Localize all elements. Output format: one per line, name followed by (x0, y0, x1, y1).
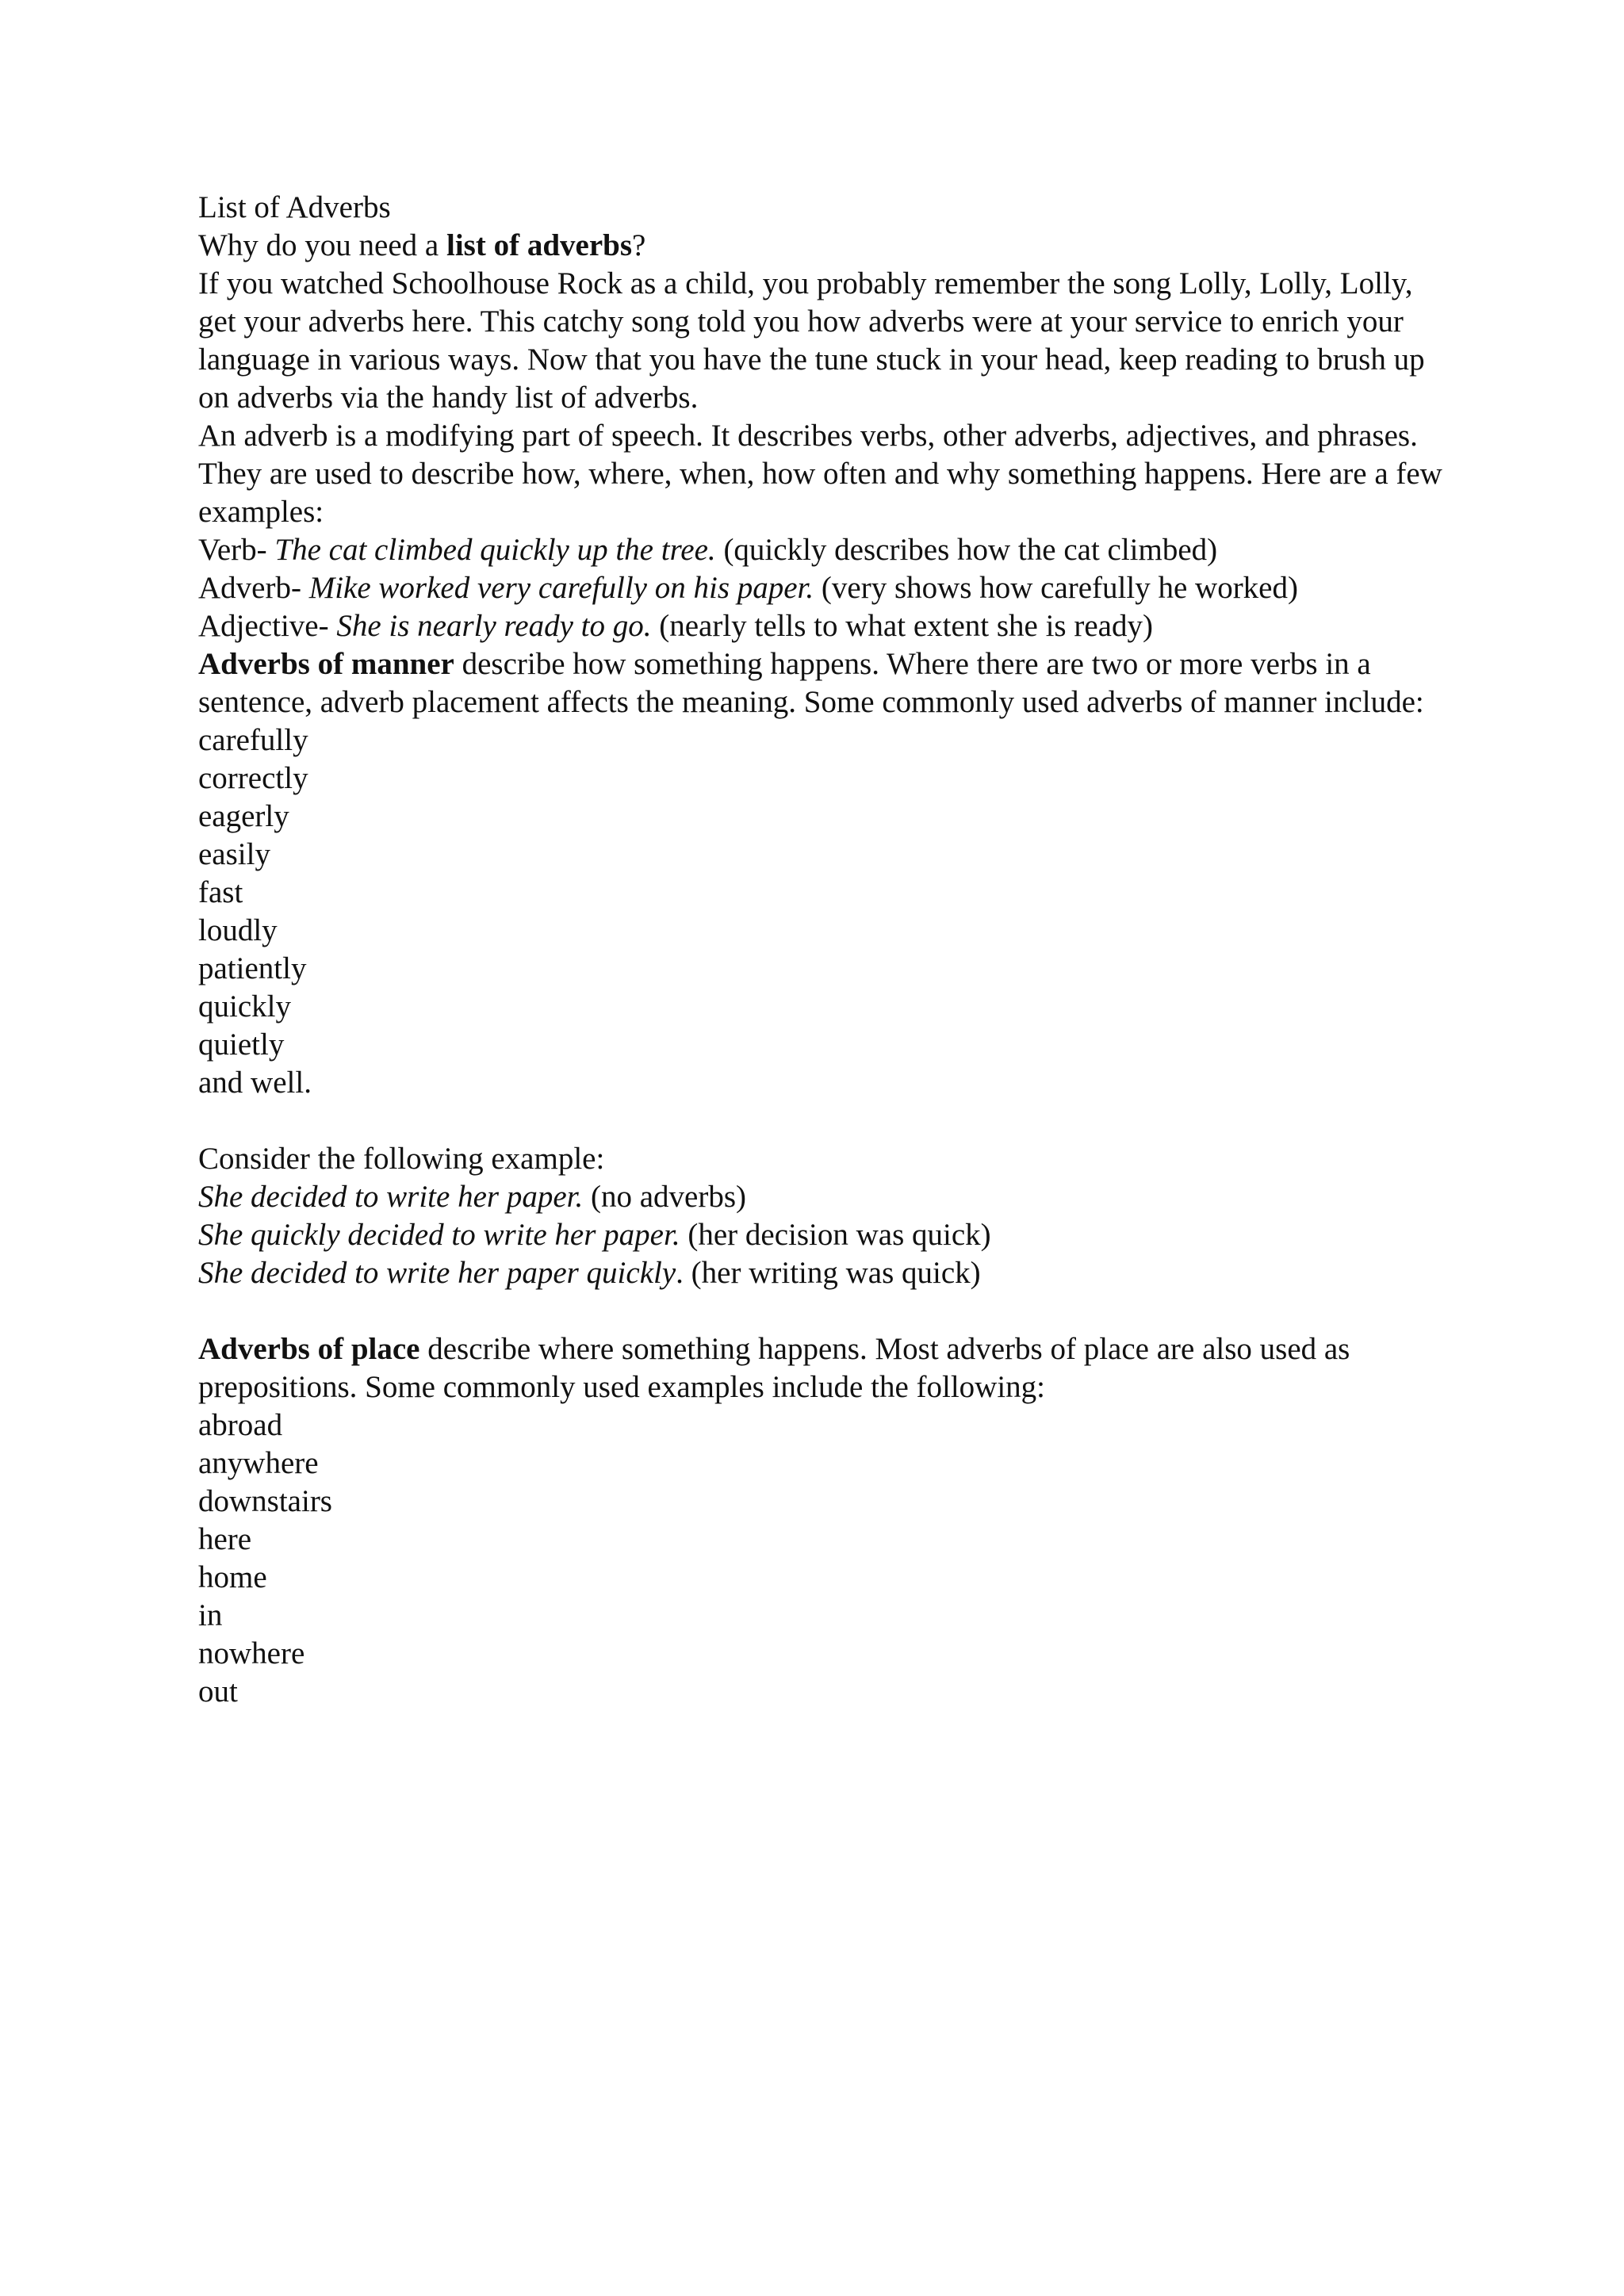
placement-example-note: . (her writing was quick) (676, 1256, 981, 1290)
list-item: quickly (198, 989, 291, 1024)
list-item: eagerly (198, 799, 289, 833)
example-verb-label: Verb- (198, 533, 275, 567)
example-adjective-sentence: She is nearly ready to go. (336, 609, 652, 643)
placement-example (198, 1216, 1451, 1254)
placement-example-sentence: She quickly decided to write her paper. (198, 1218, 680, 1252)
placement-examples (198, 1178, 1451, 1292)
list-item: anywhere (198, 1446, 319, 1480)
list-item: correctly (198, 761, 308, 795)
list-item: and well. (198, 1066, 312, 1100)
document-page (198, 189, 1451, 1749)
document-title: List of Adverbs (198, 190, 391, 224)
example-adverb-sentence: Mike worked very carefully on his paper. (308, 571, 814, 605)
manner-word-list (198, 721, 1451, 1102)
list-item: fast (198, 875, 243, 909)
list-item: in (198, 1598, 223, 1632)
place-word-list (198, 1406, 1451, 1711)
list-item: easily (198, 837, 270, 871)
placement-example-note: (no adverbs) (583, 1180, 746, 1214)
placement-example-sentence: She decided to write her paper. (198, 1180, 584, 1214)
example-adverb (198, 569, 1451, 607)
why-question-bold: list of adverbs (446, 228, 632, 262)
definition-paragraph: An adverb is a modifying part of speech. It describes verbs, other adverbs, adjectives, and phrases. They are used to describe how, where, when, how often and why something happens. Here are a few examples: (198, 419, 1442, 529)
placement-example-note: (her decision was quick) (680, 1218, 991, 1252)
placement-example (198, 1178, 1451, 1216)
list-item: here (198, 1522, 252, 1556)
why-question-pre: Why do you need a (198, 228, 446, 262)
placement-example (198, 1254, 1451, 1292)
place-paragraph (198, 1330, 1451, 1406)
example-verb-sentence: The cat climbed quickly up the tree. (274, 533, 716, 567)
example-adjective-note: (nearly tells to what extent she is ready) (651, 609, 1153, 643)
manner-text: describe how something happens. Where there are two or more verbs in a sentence, adverb placement affects the meaning. Some commonly used adverbs of manner include: (198, 647, 1424, 719)
example-adverb-note: (very shows how carefully he worked) (814, 571, 1298, 605)
example-verb-note: (quickly describes how the cat climbed) (715, 533, 1218, 567)
example-adjective (198, 607, 1451, 645)
place-heading: Adverbs of place (198, 1332, 420, 1366)
place-text: describe where something happens. Most adverbs of place are also used as prepositions. Some commonly used examples include the following: (198, 1332, 1350, 1404)
example-verb (198, 531, 1451, 569)
list-item: abroad (198, 1408, 283, 1442)
example-adverb-label: Adverb- (198, 571, 309, 605)
manner-heading: Adverbs of manner (198, 647, 454, 681)
list-item: out (198, 1674, 238, 1709)
why-question-post: ? (632, 228, 646, 262)
list-item: loudly (198, 913, 278, 947)
list-item: downstairs (198, 1484, 332, 1518)
list-item: quietly (198, 1027, 285, 1062)
list-item: patiently (198, 951, 307, 985)
placement-example-sentence: She decided to write her paper quickly (198, 1256, 676, 1290)
list-item: carefully (198, 723, 308, 757)
example-adjective-label: Adjective- (198, 609, 337, 643)
intro-paragraph: If you watched Schoolhouse Rock as a child, you probably remember the song Lolly, Lolly, Lolly, get your adverbs here. This catchy song told you how adverbs were at your service to enrich your language in various ways. Now that you have the tune stuck in your head, keep reading to brush up on adverbs via the handy list of adverbs. (198, 266, 1425, 415)
list-item: home (198, 1560, 267, 1594)
why-question (198, 227, 1451, 265)
manner-paragraph (198, 645, 1451, 721)
consider-line: Consider the following example: (198, 1142, 605, 1176)
list-item: nowhere (198, 1636, 305, 1670)
